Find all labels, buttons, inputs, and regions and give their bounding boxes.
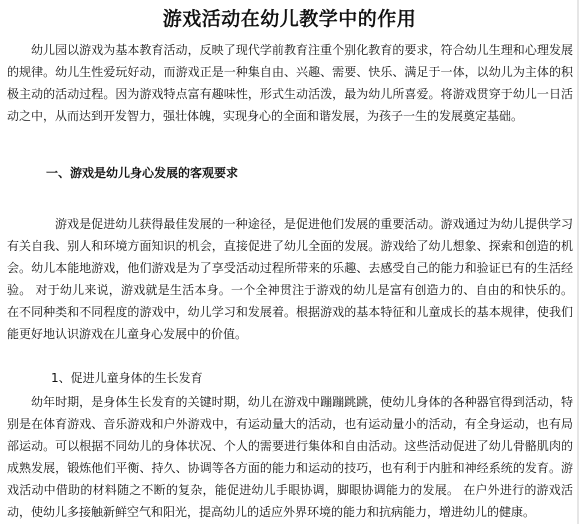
subsection-heading: 1、促进儿童身体的生长发育 (51, 371, 203, 385)
subsection-paragraph: 幼年时期，是身体生长发育的关键时期，幼儿在游戏中蹦蹦跳跳，使幼儿身体的各种器官得到活动，特别是在体育游戏、音乐游戏和户外游戏中，有运动量大的活动，也有运动量小的活动，有全身运动，也有局部运动。可以根据不同幼儿的身体状况、个人的需要进行集体和自由活动。这些活动促进了幼儿骨骼肌肉的成熟发展，锻炼他们平衡、持久、协调等各方面的能力和运动的技巧，也有利于内脏和神经系统的发育。游戏活动中借助的材料随之不断的复杂，能促进幼儿手眼协调，脚眼协调能力的发展。 在户外进行的游戏活动，使幼儿多接触新鲜空气和阳光，提高幼儿的适应外界环境的能力和抗病能力，增进幼儿的健康。 (7, 395, 573, 519)
section-heading: 一、游戏是幼儿身心发展的客观要求 (46, 166, 239, 180)
document-title: 游戏活动在幼儿教学中的作用 (162, 8, 417, 30)
section-paragraph: 游戏是促进幼儿获得最佳发展的一种途径，是促进他们发展的重要活动。游戏通过为幼儿提供学习有关自我、别人和环境方面知识的机会，直接促进了幼儿全面的发展。游戏给了幼儿想象、探索和创造的机会。幼儿本能地游戏，他们游戏是为了享受活动过程所带来的乐趣、去感受自己的能力和验证已有的生活经验。 对于幼儿来说，游戏就是生活本身。一个全神贯注于游戏的幼儿是富有创造力的、自由的和快乐的。在不同种类和不同程度的游戏中，幼儿学习和发展着。根据游戏的基本特征和儿童成长的基本规律，使我们能更好地认识游戏在儿童身心发展中的价值。 (7, 217, 573, 341)
intro-paragraph: 幼儿园以游戏为基本教育活动，反映了现代学前教育注重个别化教育的要求，符合幼儿生理和心理发展的规律。幼儿生性爱玩好动，而游戏正是一种集自由、兴趣、需要、快乐、满足于一体，以幼儿为主体的积极主动的活动过程。因为游戏特点富有趣味性，形式生动活泼，最为幼儿所喜爱。将游戏贯穿于幼儿一日活动之中，从而达到开发智力，强壮体魄，实现身心的全面和谐发展，为孩子一生的发展奠定基础。 (7, 43, 573, 123)
